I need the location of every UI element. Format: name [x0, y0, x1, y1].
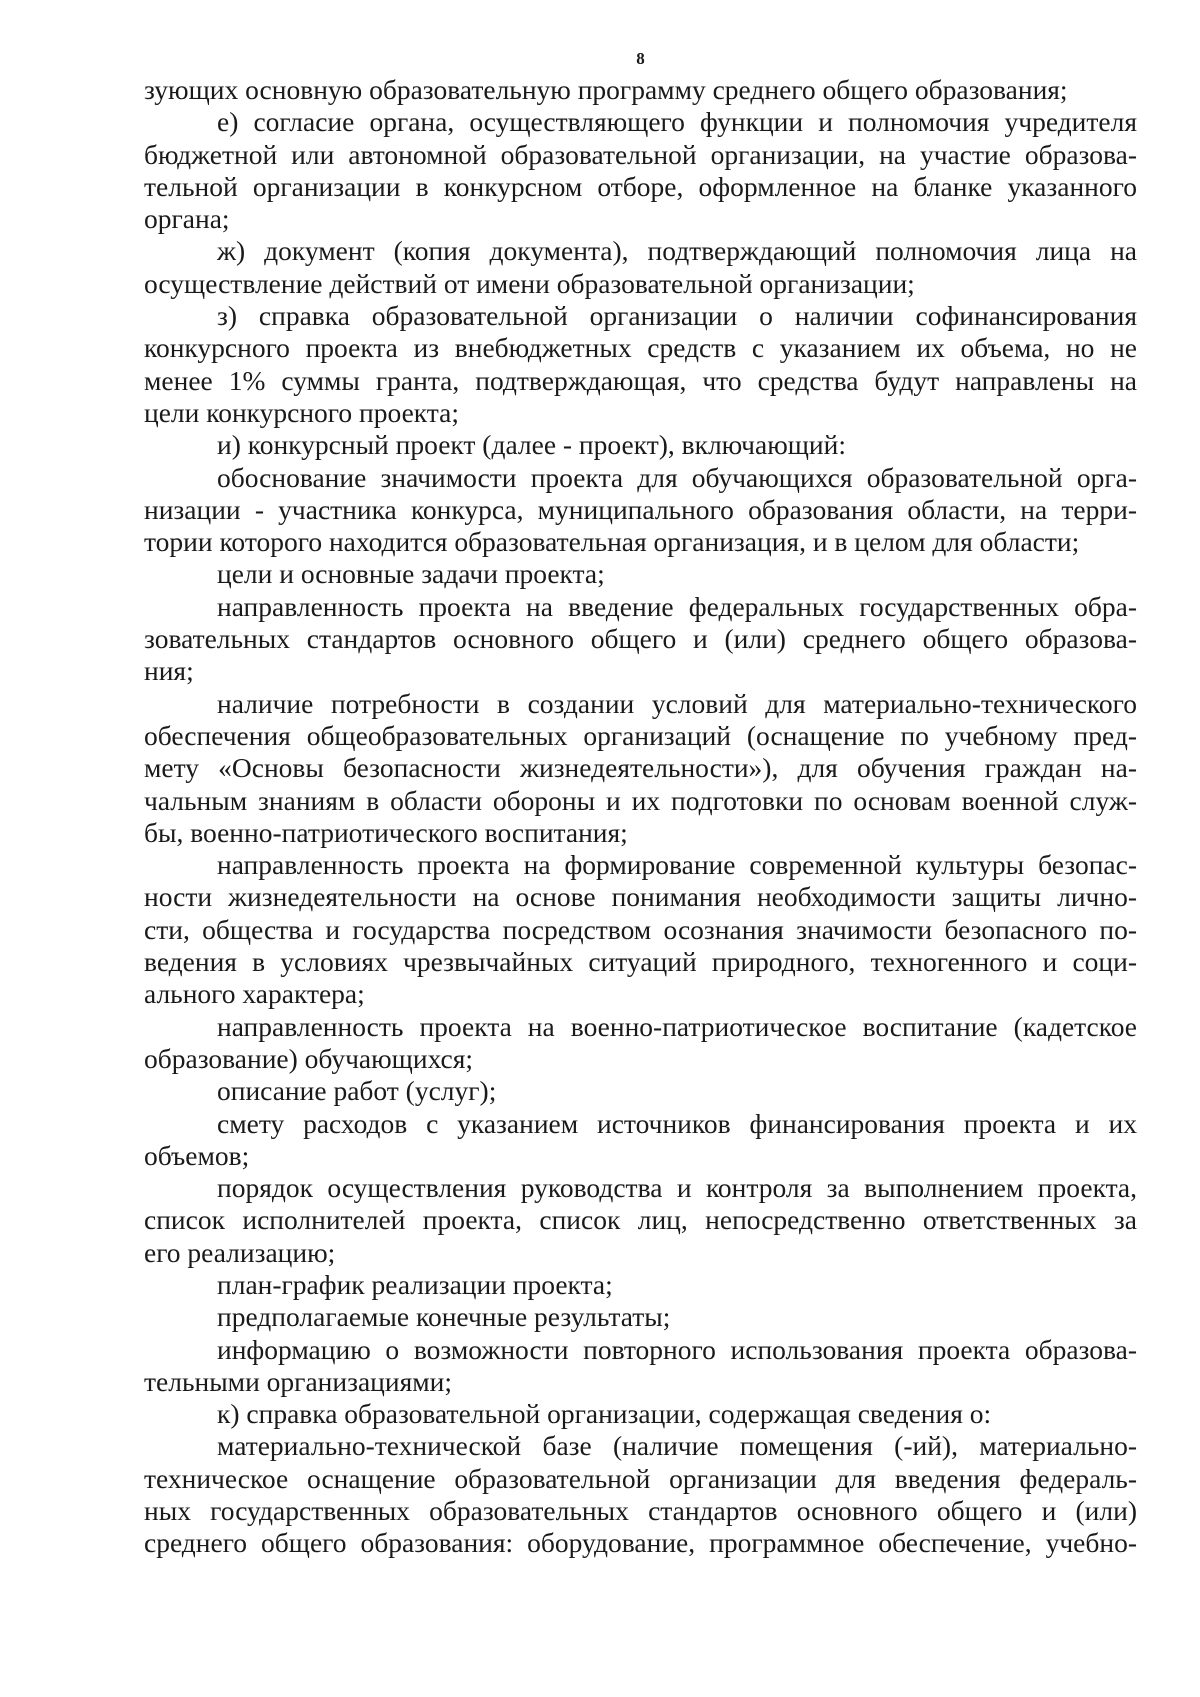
text-line: порядок осуществления руководства и контроля за выполнением проекта, [217, 1172, 1137, 1204]
text-line: мету «Основы безопасности жизнедеятельности»), для обучения граждан на- [144, 752, 1137, 784]
text-line: описание работ (услуг); [217, 1075, 497, 1107]
text-line: ных государственных образовательных стандартов основного общего и (или) [144, 1495, 1137, 1527]
text-line: зующих основную образовательную программу среднего общего образования; [144, 74, 1068, 105]
text-line: его реализацию; [144, 1236, 336, 1268]
text-line: направленность проекта на военно-патриотическое воспитание (кадетское [217, 1010, 1137, 1042]
text-line: смету расходов с указанием источников финансирования проекта и их [217, 1107, 1137, 1139]
text-line: бы, военно-патриотического воспитания; [144, 816, 628, 848]
text-line: обеспечения общеобразовательных организаций (оснащение по учебному пред- [144, 719, 1137, 751]
text-line: тории которого находится образовательная организация, и в целом для области; [144, 526, 1080, 558]
text-line: объемов; [144, 1139, 250, 1171]
text-line: чальным знаниям в области обороны и их подготовки по основам военной служ- [144, 784, 1137, 816]
text-line: информацию о возможности повторного использования проекта образова- [217, 1333, 1137, 1365]
text-line: ности жизнедеятельности на основе понимания необходимости защиты лично- [144, 881, 1137, 913]
text-line: среднего общего образования: оборудование, программное обеспечение, учебно- [144, 1527, 1137, 1559]
text-line: материально-технической базе (наличие помещения (-ий), материально- [217, 1430, 1137, 1462]
text-line: направленность проекта на формирование современной культуры безопас- [217, 849, 1137, 881]
text-line: предполагаемые конечные результаты; [217, 1301, 671, 1333]
text-line: ведения в условиях чрезвычайных ситуаций природного, техногенного и соци- [144, 946, 1137, 978]
text-line: цели и основные задачи проекта; [217, 558, 605, 590]
text-line: бюджетной или автономной образовательной организации, на участие образова- [144, 138, 1137, 170]
text-line: тельными организациями; [144, 1365, 453, 1397]
text-line: е) согласие органа, осуществляющего функции и полномочия учредителя [217, 106, 1137, 138]
text-line: образование) обучающихся; [144, 1042, 474, 1074]
text-line: ального характера; [144, 978, 365, 1010]
text-line: тельной организации в конкурсном отборе, оформленное на бланке указанного [144, 170, 1137, 202]
text-line: список исполнителей проекта, список лиц, непосредственно ответственных за [144, 1204, 1137, 1236]
text-line: наличие потребности в создании условий для материально-технического [217, 687, 1137, 719]
text-line: ж) документ (копия документа), подтверждающий полномочия лица на [217, 235, 1137, 267]
text-line: и) конкурсный проект (далее - проект), включающий: [217, 429, 847, 461]
document-page [144, 48, 1137, 1560]
text-line: обоснование значимости проекта для обучающихся образовательной орга- [217, 461, 1137, 493]
text-line: цели конкурсного проекта; [144, 396, 459, 428]
text-line: органа; [144, 203, 230, 235]
text-line: конкурсного проекта из внебюджетных средств с указанием их объема, но не [144, 332, 1137, 364]
text-line: направленность проекта на введение федеральных государственных обра- [217, 590, 1137, 622]
text-line: менее 1% суммы гранта, подтверждающая, что средства будут направлены на [144, 364, 1137, 396]
document-body [144, 74, 1137, 1560]
text-line: план-график реализации проекта; [217, 1268, 613, 1300]
text-line: зовательных стандартов основного общего и (или) среднего общего образова- [144, 623, 1137, 655]
text-line: техническое оснащение образовательной организации для введения федераль- [144, 1462, 1137, 1494]
text-line: низации - участника конкурса, муниципального образования области, на терри- [144, 493, 1137, 525]
text-line: сти, общества и государства посредством осознания значимости безопасного по- [144, 913, 1137, 945]
text-line: ния; [144, 655, 194, 687]
text-line: осуществление действий от имени образовательной организации; [144, 267, 915, 299]
text-line: к) справка образовательной организации, содержащая сведения о: [217, 1398, 992, 1430]
page-number: 8 [636, 49, 645, 68]
text-line: з) справка образовательной организации о наличии софинансирования [217, 300, 1137, 332]
